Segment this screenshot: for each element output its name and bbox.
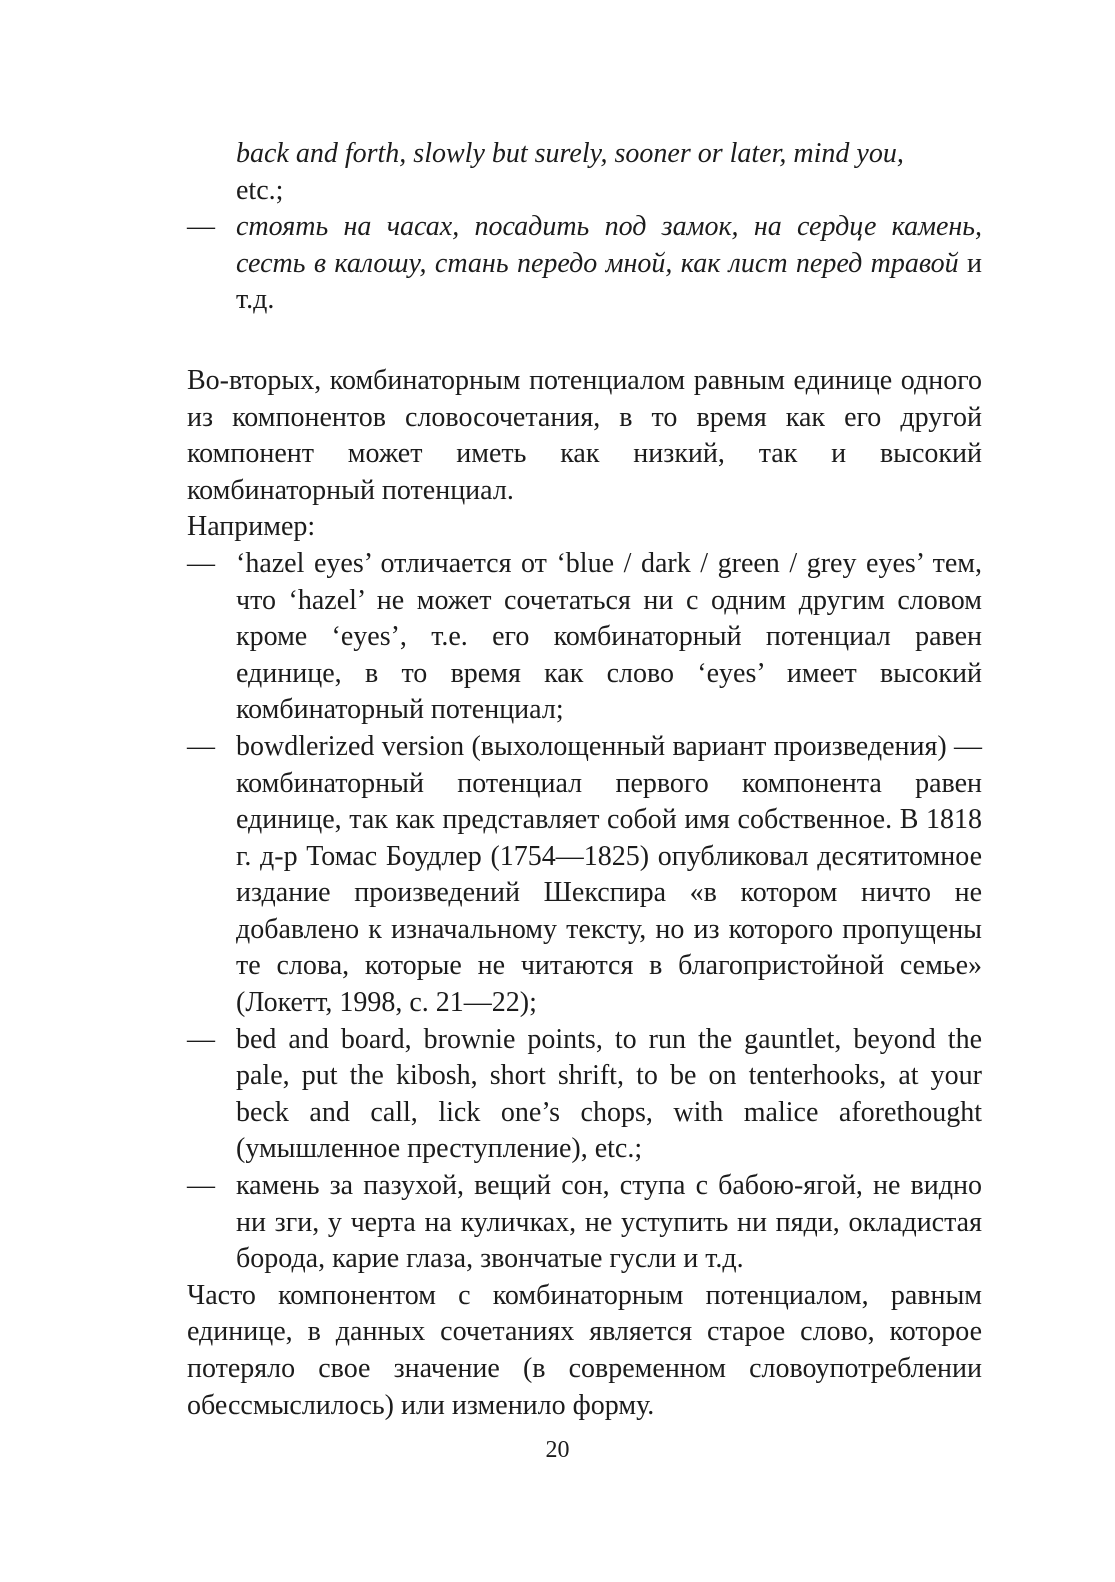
paragraph-often: Часто компонентом с комбинаторным потенциалом, равным единице, в данных сочетаниях является старое слово, которое потеряло свое значение (в современном словоупотреблении обессмыслилось) или изменило форму. — [187, 1279, 982, 1421]
dash-marker: — — [187, 730, 215, 762]
dash-marker: — — [187, 1170, 215, 1202]
paragraph-gap — [187, 319, 982, 363]
dash-marker: — — [187, 211, 215, 243]
paragraph-secondly: Во-вторых, комбинаторным потенциалом равным единице одного из компонентов словосочетания, в то время как его другой компонент может иметь как низкий, так и высокий комбинаторный потенциал. — [187, 364, 982, 506]
list-item — [187, 546, 982, 729]
list-item-text: bowdlerized version (выхолощенный вариант произведения) — комбинаторный потенциал первого компонента равен единице, так как представляет собой имя собственное. В 1818 г. д-р Томас Боудлер (1754—1825) опубликовал десятитомное издание произведений Шекспира «в котором ничто не добавлено к изначальному тексту, но из которого пропущены те слова, которые не читаются в благопристойной семье» (Локетт, 1998, с. 21—22); — [236, 730, 982, 1019]
italic-examples-en: back and forth, slowly but surely, sooner or later, mind you, — [236, 138, 904, 169]
italic-examples-ru: стоять на часах, посадить под замок, на сердце камень, сесть в калошу, стань передо мной, как лист перед травой — [236, 211, 982, 279]
list-item — [187, 1168, 982, 1278]
etc-ru-text: и т.д. — [236, 247, 983, 316]
dash-marker: — — [187, 1023, 215, 1055]
list-item — [187, 729, 982, 1022]
list-item — [187, 209, 982, 319]
list-item-continuation — [187, 136, 982, 209]
page-body — [187, 136, 982, 1424]
example-label: Например: — [187, 511, 316, 543]
list-item-text: bed and board, brownie points, to run the gauntlet, beyond the pale, put the kibosh, short shrift, to be on tenterhooks, at your beck and call, lick one’s chops, with malice aforethought (умышленное преступление), etc.; — [236, 1023, 982, 1165]
list-item-text: камень за пазухой, вещий сон, ступа с бабою-ягой, не видно ни зги, у черта на куличках, не уступить ни пяди, окладистая борода, карие глаза, звончатые гусли и т.д. — [236, 1170, 982, 1275]
page-number: 20 — [545, 1437, 570, 1463]
list-item — [187, 1022, 982, 1168]
list-item-text: ‘hazel eyes’ отличается от ‘blue / dark / green / grey eyes’ тем, что ‘hazel’ не может сочетаться ни с одним другим словом кроме ‘eyes’, т.е. его комбинаторный потенциал равен единице, в то время как слово ‘eyes’ имеет высокий комбинаторный потенциал; — [236, 547, 982, 726]
dash-marker: — — [187, 547, 215, 579]
etc-text: etc.; — [236, 174, 284, 206]
